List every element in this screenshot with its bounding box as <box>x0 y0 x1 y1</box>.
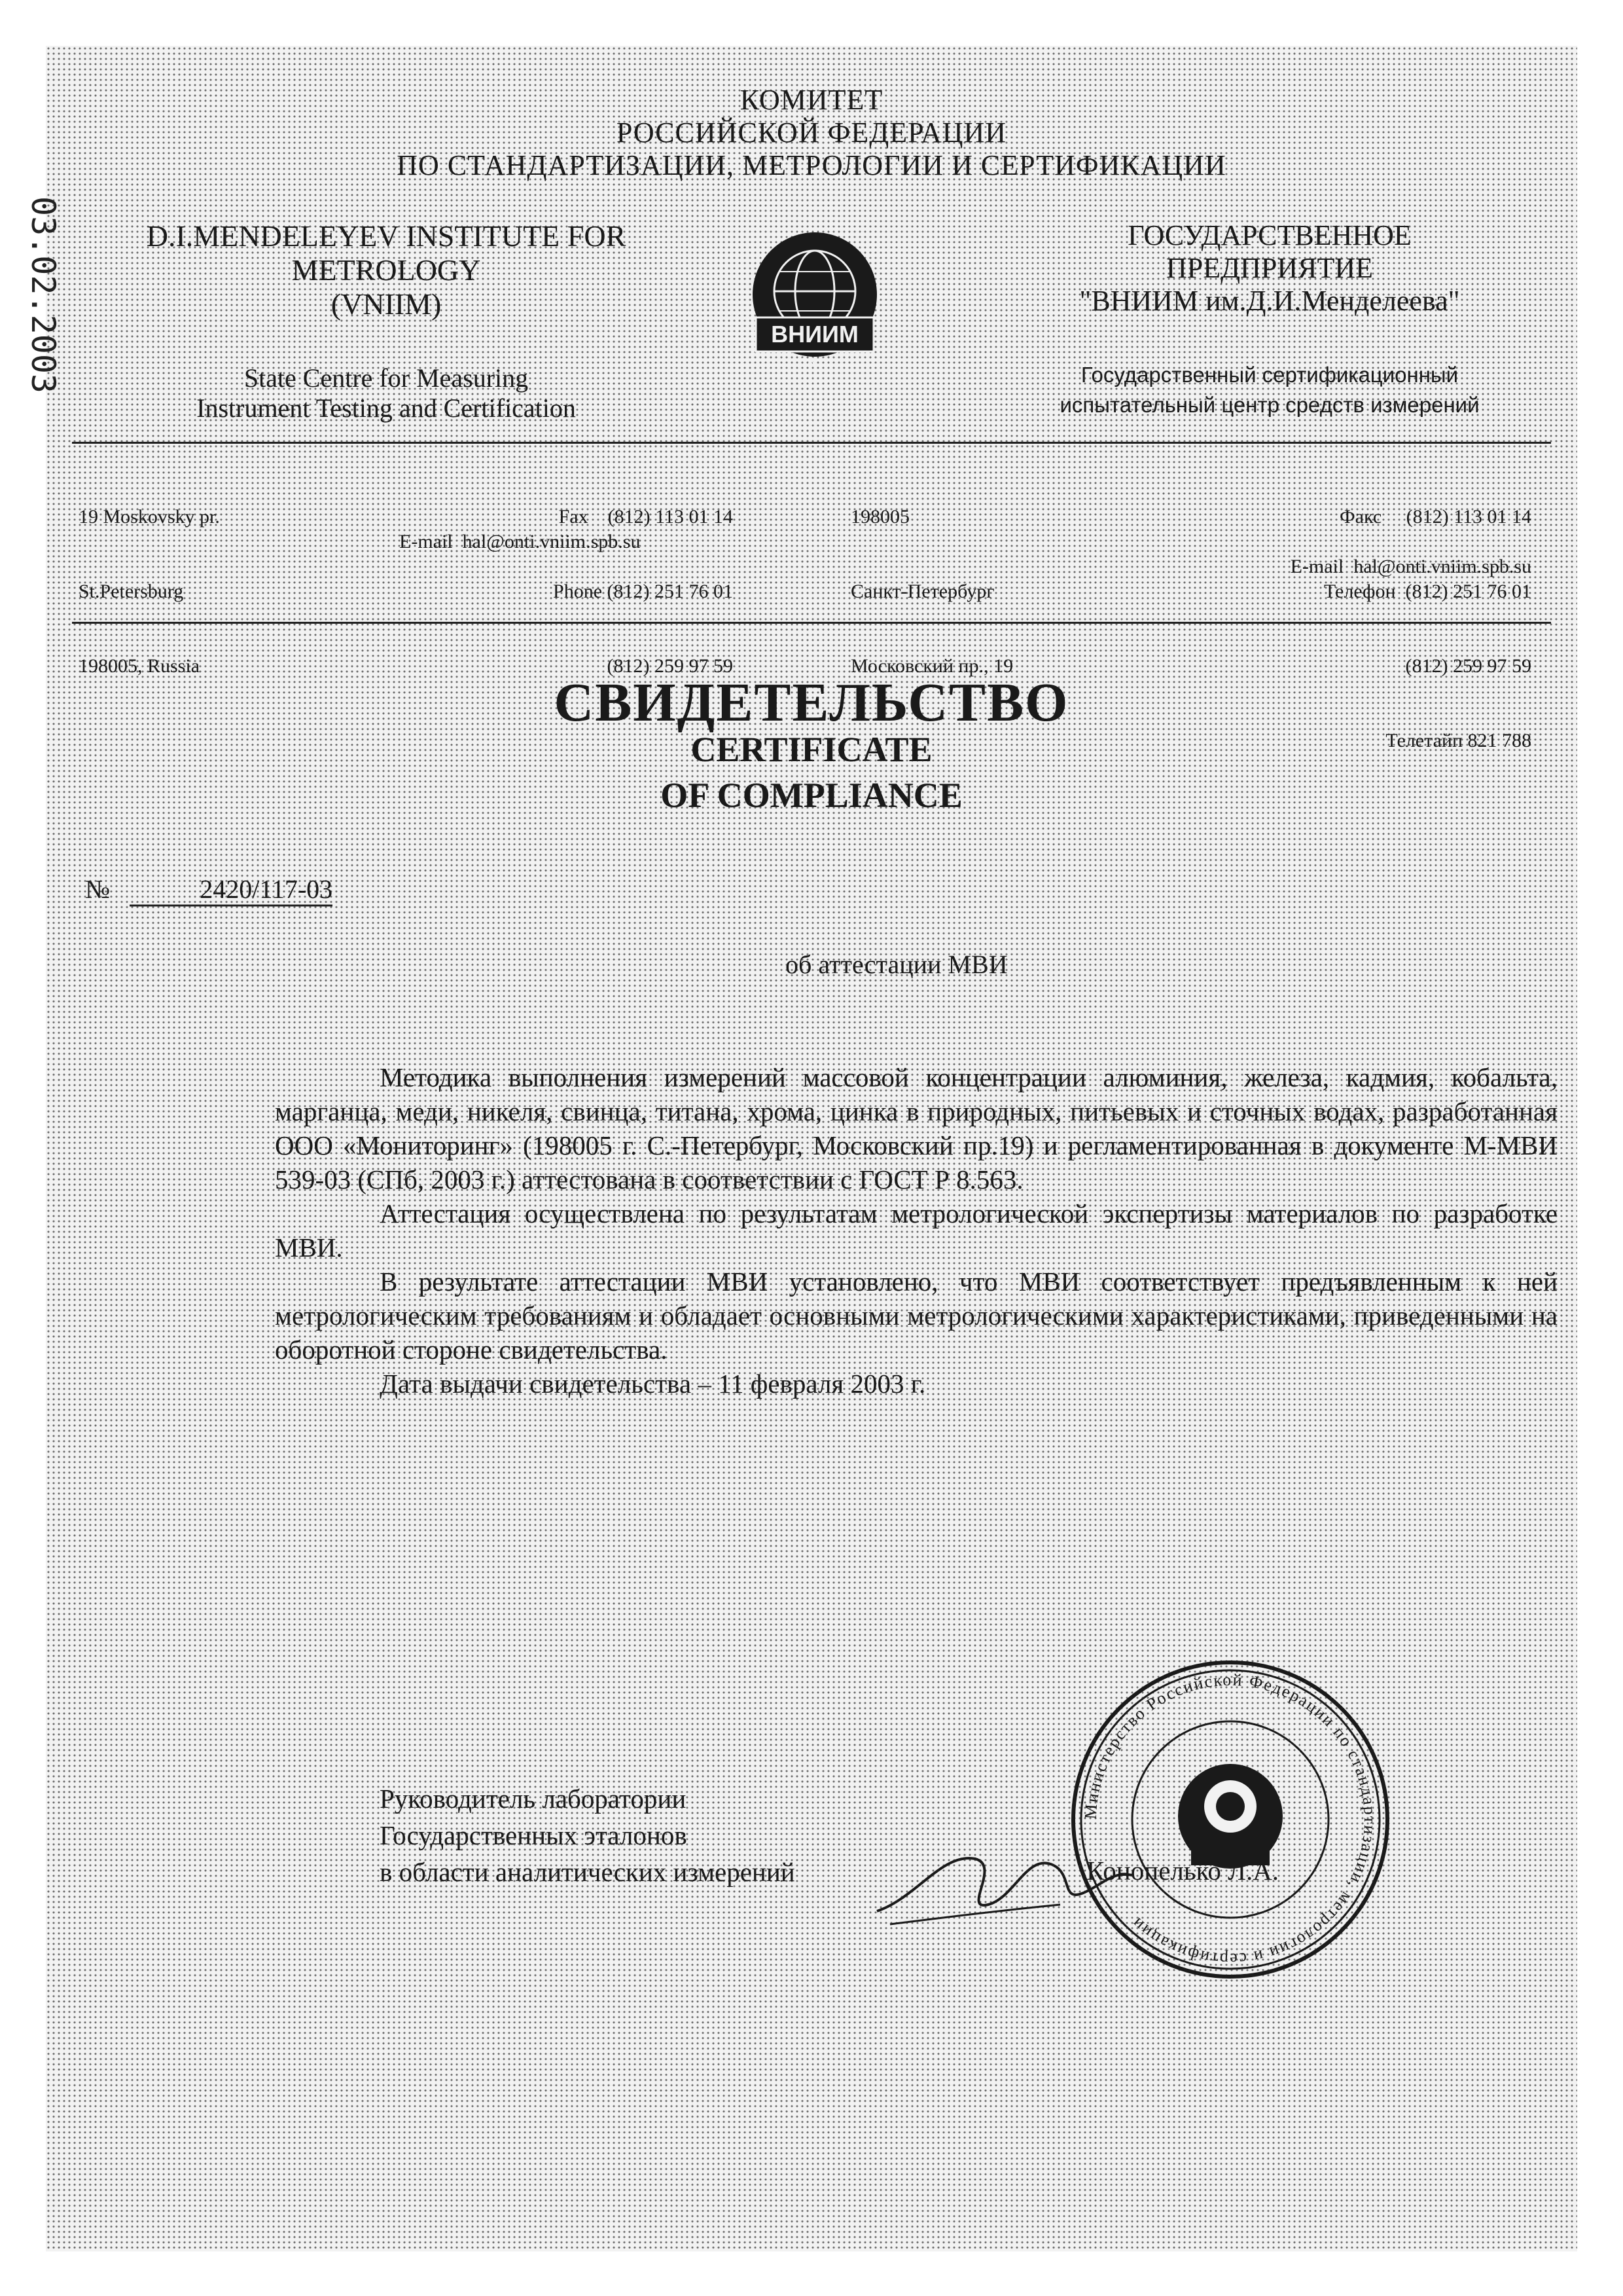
enterprise-name-ru <box>949 219 1590 317</box>
address-en-line-3: 198005, Russia <box>79 655 200 677</box>
teletype-ru: Телетайп 821 788 <box>1385 730 1531 751</box>
certificate-body <box>275 1060 1558 1401</box>
paragraph-issue-date: Дата выдачи свидетельства – 11 февраля 2003 г. <box>380 1369 926 1399</box>
phone-en: Phone (812) 251 76 01 <box>553 581 733 602</box>
phones-en <box>458 455 733 704</box>
phone-en-2: (812) 259 97 59 <box>607 655 733 677</box>
enterprise-line-1: ГОСУДАРСТВЕННОЕ <box>1128 219 1412 251</box>
certificate-title-ru: СВИДЕТЕЛЬСТВО <box>554 672 1069 733</box>
centre-line-2: Instrument Testing and Certification <box>196 393 576 423</box>
fax-ru: Факс (812) 113 01 14 <box>1339 506 1531 528</box>
seal-text: Министерство Российской Федерации по стандартизации, метрологии и сертификации <box>1080 1670 1380 1969</box>
address-ru-line-2: Санкт-Петербург <box>851 581 995 602</box>
position-line-3: в области аналитических измерений <box>380 1857 795 1887</box>
received-date-stamp: 03.02.2003 <box>24 196 62 394</box>
address-ru-line-1: 198005 <box>851 506 910 528</box>
fax-en: Fax (812) 113 01 14 <box>558 506 733 528</box>
signatory-position <box>380 1780 795 1890</box>
position-line-1: Руководитель лаборатории <box>380 1784 687 1814</box>
centre-ru-line-2: испытательный центр средств измерений <box>1060 393 1480 417</box>
centre-ru-line-1: Государственный сертификационный <box>1080 363 1459 387</box>
email-en[interactable]: E-mail hal@onti.vniim.spb.su <box>399 531 641 552</box>
address-en <box>79 455 220 704</box>
committee-line-1: КОМИТЕТ <box>740 84 883 116</box>
header-divider <box>72 442 1551 444</box>
number-value: 2420/117-03 <box>130 874 332 906</box>
institute-line-2: METROLOGY <box>291 253 481 287</box>
phone-ru-2: (812) 259 97 59 <box>1405 655 1531 677</box>
phone-ru: Телефон (812) 251 76 01 <box>1323 581 1531 602</box>
signatory-name: Конопелько Л.А. <box>1086 1856 1279 1886</box>
paragraph-result: В результате аттестации МВИ установлено, что МВИ соответствует предъявленным к ней метрологическим требованиям и обладает основными метрологическими характеристиками, приведенными на оборотной стороне свидетельства. <box>275 1266 1558 1365</box>
number-sign: № <box>85 874 111 904</box>
institute-name-en <box>85 219 687 321</box>
address-en-line-2: St.Petersburg <box>79 581 184 602</box>
logo-year: 1842 <box>800 355 830 370</box>
paragraph-method: Методика выполнения измерений массовой концентрации алюминия, железа, кадмия, кобальта, марганца, меди, никеля, свинца, титана, хрома, цинка в природных, питьевых и сточных водах, разработанная ООО «Мониторинг» (198005 г. С.-Петербург, Московский пр.19) и регламентированная в документе М-МВИ 539-03 (СПб, 2003 г.) аттестована в соответствии с ГОСТ Р 8.563. <box>275 1062 1558 1194</box>
committee-line-2: РОССИЙСКОЙ ФЕДЕРАЦИИ <box>616 117 1007 149</box>
certificate-subject: об аттестации МВИ <box>785 950 1008 979</box>
address-en-line-1: 19 Moskovsky pr. <box>79 506 220 528</box>
centre-name-en <box>85 363 687 423</box>
enterprise-line-3: "ВНИИМ им.Д.И.Менделеева" <box>1079 285 1460 317</box>
vniim-logo <box>743 229 887 380</box>
address-ru-line-3: Московский пр., 19 <box>851 655 1014 677</box>
address-ru <box>851 455 1013 704</box>
email-ru[interactable]: E-mail hal@onti.vniim.spb.su <box>1290 556 1531 577</box>
institute-line-1: D.I.MENDELEYEV INSTITUTE FOR <box>146 219 626 253</box>
certificate-title-en-1: CERTIFICATE <box>690 730 933 769</box>
committee-line-3: ПО СТАНДАРТИЗАЦИИ, МЕТРОЛОГИИ И СЕРТИФИКАЦИИ <box>397 149 1226 181</box>
institute-line-3: (VNIIM) <box>330 287 442 321</box>
centre-name-ru <box>949 360 1590 420</box>
logo-text: ВНИИМ <box>771 321 859 348</box>
certificate-number <box>85 874 332 906</box>
certificate-title-en-2: OF COMPLIANCE <box>660 776 963 815</box>
contacts-divider <box>72 622 1551 624</box>
paragraph-basis: Аттестация осуществлена по результатам метрологической экспертизы материалов по разработке МВИ. <box>275 1198 1558 1263</box>
centre-line-1: State Centre for Measuring <box>243 363 529 393</box>
position-line-2: Государственных эталонов <box>380 1820 687 1850</box>
enterprise-line-2: ПРЕДПРИЯТИЕ <box>1166 252 1374 284</box>
